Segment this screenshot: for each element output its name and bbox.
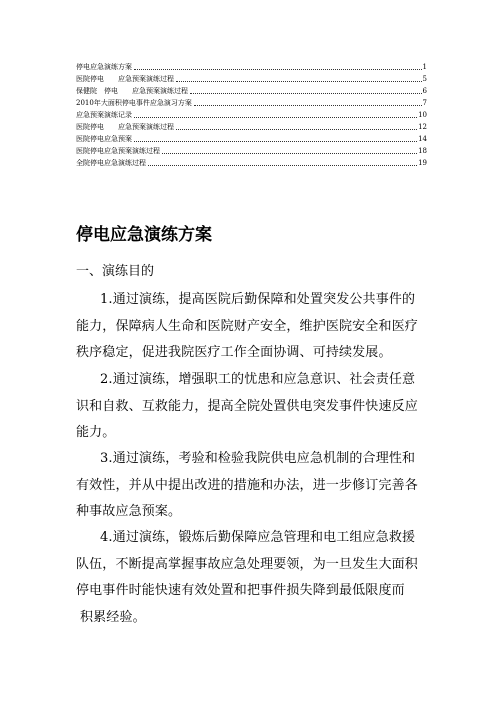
- toc-leader-dots: [148, 164, 417, 166]
- paragraph-line: 3.通过演练，考验和检验我院供电应急机制的合理性和: [100, 451, 416, 466]
- toc-entry-title: 医院停电应急预案演练过程: [76, 147, 160, 155]
- table-of-contents: [76, 60, 427, 168]
- toc-entry-title: 医院停电 应急预案演练过程: [76, 123, 174, 131]
- toc-leader-dots: [134, 68, 422, 70]
- paragraph-purpose-1: [76, 287, 426, 367]
- paragraph-purpose-2: [76, 367, 426, 447]
- toc-entry-title: 医院停电 应急预案演练过程: [76, 75, 174, 83]
- toc-entry-page: 5: [422, 75, 427, 83]
- toc-entry-title: 全院停电应急演练过程: [76, 159, 146, 167]
- toc-entry[interactable]: [76, 84, 427, 96]
- toc-leader-dots: [194, 104, 422, 106]
- toc-entry[interactable]: [76, 120, 427, 132]
- toc-leader-dots: [176, 128, 417, 130]
- toc-entry[interactable]: [76, 108, 427, 120]
- toc-leader-dots: [176, 80, 422, 82]
- toc-entry-page: 19: [418, 159, 427, 167]
- toc-entry-page: 10: [418, 111, 427, 119]
- paragraph-line: 停电事件时能快速有效处置和把事件损失降到最低限度而: [76, 583, 405, 598]
- document-title: 停电应急演练方案: [76, 225, 212, 245]
- paragraph-purpose-4: [76, 525, 426, 631]
- paragraph-line: 种事故应急预案。: [76, 504, 182, 519]
- toc-entry-title: 停电应急演练方案: [76, 63, 132, 71]
- paragraph-line: 能力，保障病人生命和医院财产安全，维护医院安全和医疗: [76, 318, 418, 334]
- toc-leader-dots: [190, 92, 422, 94]
- toc-leader-dots: [134, 140, 417, 142]
- paragraph-line: 队伍，不断提高掌握事故应急处理要领，为一旦发生大面积: [76, 556, 418, 572]
- toc-entry[interactable]: [76, 72, 427, 84]
- toc-entry[interactable]: [76, 156, 427, 168]
- toc-entry[interactable]: [76, 60, 427, 72]
- toc-entry-title: 医院停电应急预案: [76, 135, 132, 143]
- paragraph-line: 有效性，并从中提出改进的措施和办法，进一步修订完善各: [76, 477, 418, 493]
- toc-entry-title: 2010年大面积停电事件应急演习方案: [76, 99, 192, 107]
- toc-entry-page: 14: [418, 135, 427, 143]
- toc-entry[interactable]: [76, 132, 427, 144]
- toc-entry-title: 应急预案演练记录: [76, 111, 132, 119]
- toc-leader-dots: [162, 152, 417, 154]
- paragraph-line: 2.通过演练，增强职工的忧患和应急意识、社会责任意: [100, 372, 416, 387]
- toc-entry[interactable]: [76, 96, 427, 108]
- toc-entry-page: 7: [422, 99, 427, 107]
- paragraph-purpose-3: [76, 446, 426, 526]
- toc-leader-dots: [134, 116, 417, 118]
- section-heading: 一、演练目的: [76, 264, 155, 279]
- paragraph-line: 识和自救、互救能力，提高全院处置供电突发事件快速反应: [76, 398, 418, 414]
- paragraph-line: 秩序稳定，促进我院医疗工作全面协调、可持续发展。: [76, 345, 392, 360]
- toc-entry-page: 1: [422, 63, 427, 71]
- toc-entry-page: 6: [422, 87, 427, 95]
- toc-entry-page: 18: [418, 147, 427, 155]
- paragraph-line: 4.通过演练，锻炼后勤保障应急管理和电工组应急救援: [100, 530, 416, 545]
- paragraph-line: 积累经验。: [80, 609, 146, 625]
- toc-entry[interactable]: [76, 144, 427, 156]
- toc-entry-title: 保健院 停电 应急预案演练过程: [76, 87, 188, 95]
- toc-entry-page: 12: [418, 123, 427, 131]
- paragraph-line: 1.通过演练，提高医院后勤保障和处置突发公共事件的: [100, 292, 416, 307]
- paragraph-line: 能力。: [76, 425, 116, 440]
